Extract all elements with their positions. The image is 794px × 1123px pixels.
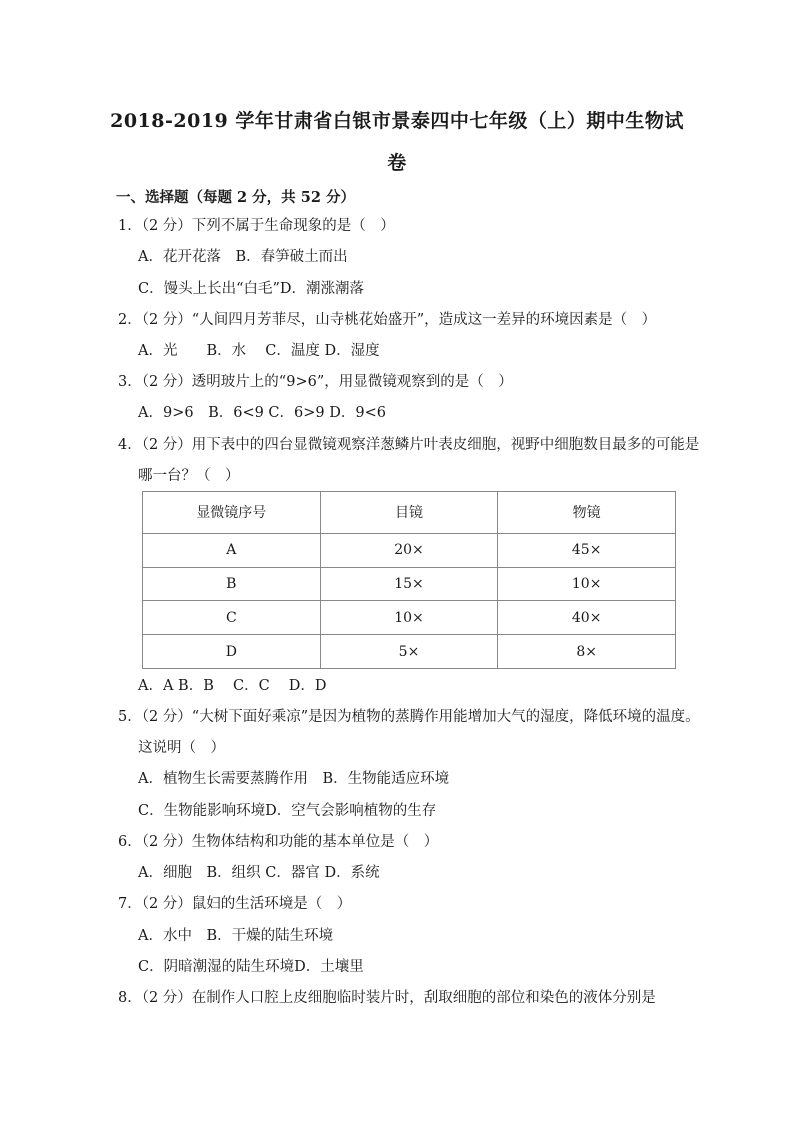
question-5-options-row-2: C．生物能影响环境D．空气会影响植物的生存 <box>138 803 437 819</box>
table-cell: 5× <box>320 635 498 669</box>
table-row <box>143 533 676 567</box>
question-2-options: A．光 B．水 C．温度 D．湿度 <box>138 343 380 359</box>
question-7-stem: 7．（2 分）鼠妇的生活环境是（ ） <box>118 896 352 912</box>
question-2-stem: 2．（2 分）“人间四月芳菲尽，山寺桃花始盛开”，造成这一差异的环境因素是（ ） <box>118 312 657 328</box>
table-cell: A <box>143 533 321 567</box>
table-cell: 10× <box>498 567 676 601</box>
question-3-options: A．9>6 B．6<9 C．6>9 D．9<6 <box>138 405 386 421</box>
table-cell: 15× <box>320 567 498 601</box>
question-4-stem: 4．（2 分）用下表中的四台显微镜观察洋葱鳞片叶表皮细胞，视野中细胞数目最多的可能是 <box>118 437 700 453</box>
question-1-options-row-2: C．馒头上长出“白毛”D．潮涨潮落 <box>138 281 365 297</box>
question-4-options: A．A B．B C．C D．D <box>138 678 327 694</box>
question-3-stem: 3．（2 分）透明玻片上的“9>6”，用显微镜观察到的是（ ） <box>118 374 513 390</box>
table-header-cell: 显微镜序号 <box>143 492 321 534</box>
table-header-row <box>143 492 676 534</box>
table-cell: 45× <box>498 533 676 567</box>
question-5-options-row-1: A．植物生长需要蒸腾作用 B．生物能适应环境 <box>138 771 450 787</box>
table-row <box>143 635 676 669</box>
table-row <box>143 601 676 635</box>
section-heading: 一、选择题（每题 2 分，共 52 分） <box>116 189 355 206</box>
table-cell: 8× <box>498 635 676 669</box>
table-cell: 10× <box>320 601 498 635</box>
table-row <box>143 567 676 601</box>
question-6-stem: 6．（2 分）生物体结构和功能的基本单位是（ ） <box>118 834 439 850</box>
table-header-cell: 物镜 <box>498 492 676 534</box>
question-5-stem: 5．（2 分）“大树下面好乘凉”是因为植物的蒸腾作用能增加大气的湿度，降低环境的温度。 <box>118 709 700 725</box>
table-cell: 20× <box>320 533 498 567</box>
table-cell: B <box>143 567 321 601</box>
question-1-stem: 1．（2 分）下列不属于生命现象的是（ ） <box>118 218 395 234</box>
table-cell: C <box>143 601 321 635</box>
question-7-options-row-1: A．水中 B．干燥的陆生环境 <box>138 928 334 944</box>
question-5-stem-continued: 这说明（ ） <box>138 740 225 756</box>
microscope-table <box>142 491 676 669</box>
question-7-options-row-2: C．阴暗潮湿的陆生环境D．土壤里 <box>138 959 364 975</box>
table-header-cell: 目镜 <box>320 492 498 534</box>
table-cell: D <box>143 635 321 669</box>
question-8-stem: 8．（2 分）在制作人口腔上皮细胞临时装片时，刮取细胞的部位和染色的液体分别是 <box>118 990 656 1006</box>
question-6-options: A．细胞 B．组织 C．器官 D．系统 <box>138 865 380 881</box>
question-4-stem-continued: 哪一台？（ ） <box>138 468 240 484</box>
page-title-line-1: 2018-2019 学年甘肃省白银市景泰四中七年级（上）期中生物试 <box>110 110 684 132</box>
table-cell: 40× <box>498 601 676 635</box>
page-title-line-2: 卷 <box>387 152 407 174</box>
question-1-options-row-1: A．花开花落 B．春笋破土而出 <box>138 249 348 265</box>
